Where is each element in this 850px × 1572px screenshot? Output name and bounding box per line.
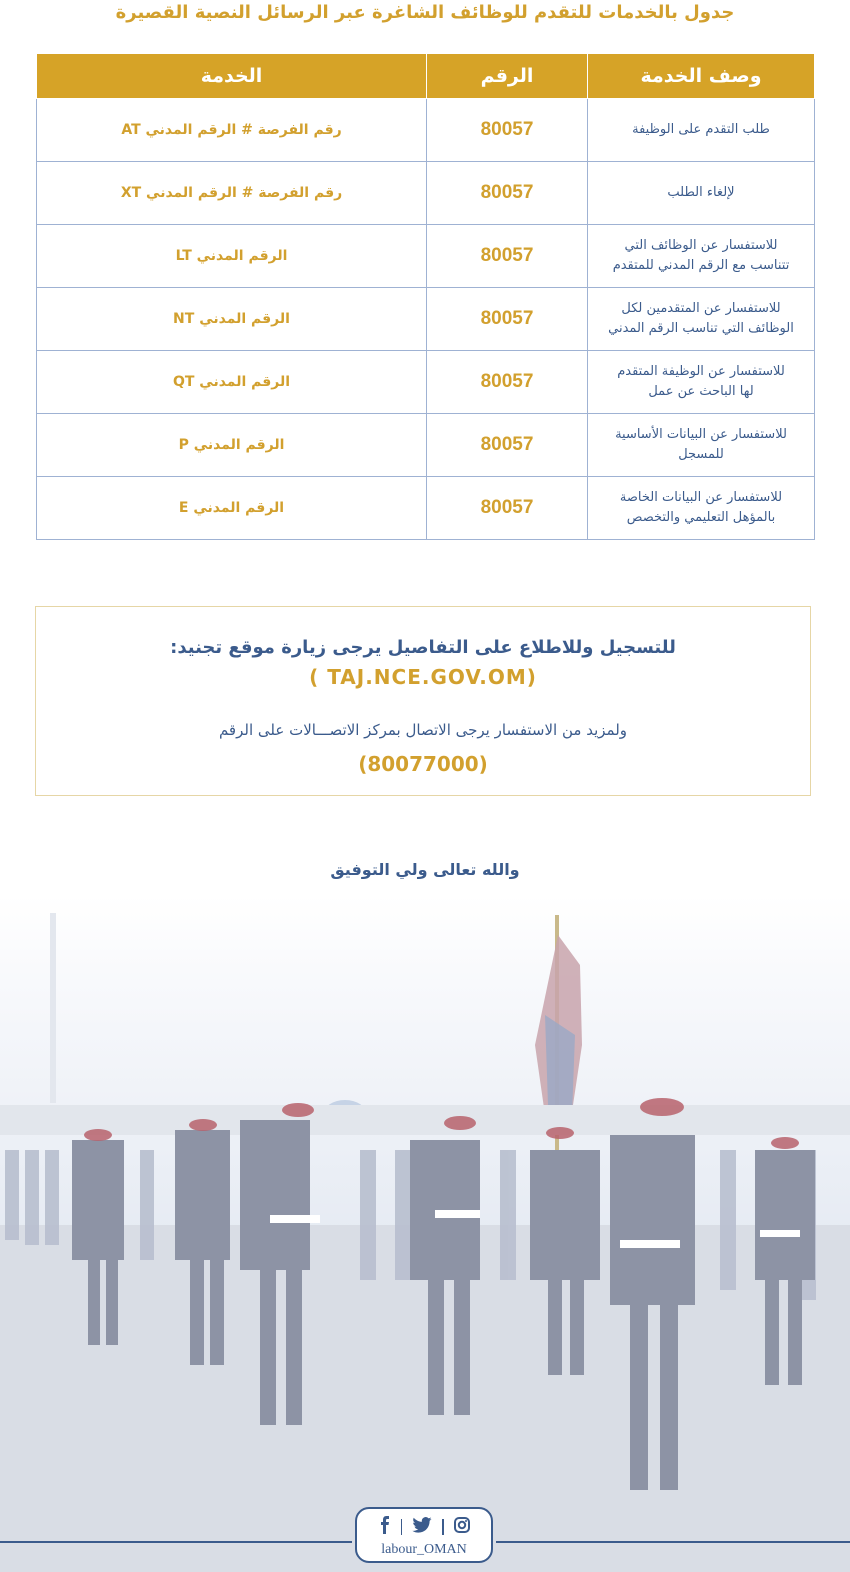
row-number: 80057 [427, 225, 588, 288]
row-description [588, 477, 815, 540]
table-row [37, 162, 815, 225]
description-line: للاستفسار عن الوظيفة المتقدم [617, 364, 785, 379]
row-description [588, 99, 815, 162]
table-row [37, 99, 815, 162]
social-badge [355, 1507, 493, 1563]
description-line: لها الباحث عن عمل [648, 384, 754, 399]
website-link[interactable]: (TAJ.NCE.GOV.OM ) [309, 665, 537, 689]
instagram-icon[interactable] [454, 1517, 470, 1537]
row-number: 80057 [427, 477, 588, 540]
row-number: 80057 [427, 288, 588, 351]
row-description [588, 162, 815, 225]
footer-rule-right [496, 1541, 850, 1543]
phone-number: (80077000) [358, 752, 488, 776]
row-service: الرقم المدني P [37, 414, 427, 477]
register-text: للتسجيل وللاطلاع على التفاصيل يرجى زيارة موقع تجنيد: [170, 637, 676, 658]
table-row [37, 351, 815, 414]
description-line: للاستفسار عن البيانات الخاصة [619, 490, 783, 505]
description-line: تتناسب مع الرقم المدني للمتقدم [612, 258, 790, 273]
services-table [36, 53, 815, 540]
header-number: الرقم [427, 54, 588, 99]
description-line: طلب التقدم على الوظيفة [632, 122, 770, 137]
page-title: جدول بالخدمات للتقدم للوظائف الشاغرة عبر الرسائل النصية القصيرة [115, 2, 735, 23]
table-row [37, 288, 815, 351]
description-line: لإلغاء الطلب [667, 185, 735, 200]
description-line: للمسجل [678, 447, 724, 462]
closing-text: والله تعالى ولي التوفيق [330, 860, 520, 879]
table-row [37, 414, 815, 477]
row-service: الرقم المدني E [37, 477, 427, 540]
header-description: وصف الخدمة [588, 54, 815, 99]
separator [401, 1519, 403, 1535]
header-service: الخدمة [37, 54, 427, 99]
facebook-icon[interactable] [379, 1516, 391, 1538]
description-line: للاستفسار عن الوظائف التي [624, 238, 778, 253]
row-number: 80057 [427, 162, 588, 225]
row-number: 80057 [427, 351, 588, 414]
parade-photo [0, 895, 850, 1572]
table-row [37, 225, 815, 288]
info-box [35, 606, 811, 796]
row-number: 80057 [427, 414, 588, 477]
description-line: للاستفسار عن البيانات الأساسية [615, 427, 787, 442]
description-line: بالمؤهل التعليمي والتخصص [626, 510, 776, 525]
description-line: للاستفسار عن المتقدمين لكل [621, 301, 781, 316]
row-description [588, 414, 815, 477]
row-service: رقم الفرصة # الرقم المدني AT [37, 99, 427, 162]
inquiry-text: ولمزيد من الاستفسار يرجى الاتصال بمركز الاتصـــالات على الرقم [218, 721, 628, 739]
twitter-icon[interactable] [412, 1517, 432, 1537]
description-line: الوظائف التي تناسب الرقم المدني [608, 321, 794, 336]
row-description [588, 351, 815, 414]
row-service: الرقم المدني QT [37, 351, 427, 414]
parade-illustration [0, 895, 850, 1572]
table-row [37, 477, 815, 540]
row-service: الرقم المدني LT [37, 225, 427, 288]
social-handle[interactable]: labour_OMAN [381, 1542, 467, 1557]
table-header-row [37, 54, 815, 99]
separator [442, 1519, 444, 1535]
footer-rule-left [0, 1541, 352, 1543]
row-number: 80057 [427, 99, 588, 162]
row-service: الرقم المدني NT [37, 288, 427, 351]
row-description [588, 225, 815, 288]
row-service: رقم الفرصة # الرقم المدني XT [37, 162, 427, 225]
row-description [588, 288, 815, 351]
